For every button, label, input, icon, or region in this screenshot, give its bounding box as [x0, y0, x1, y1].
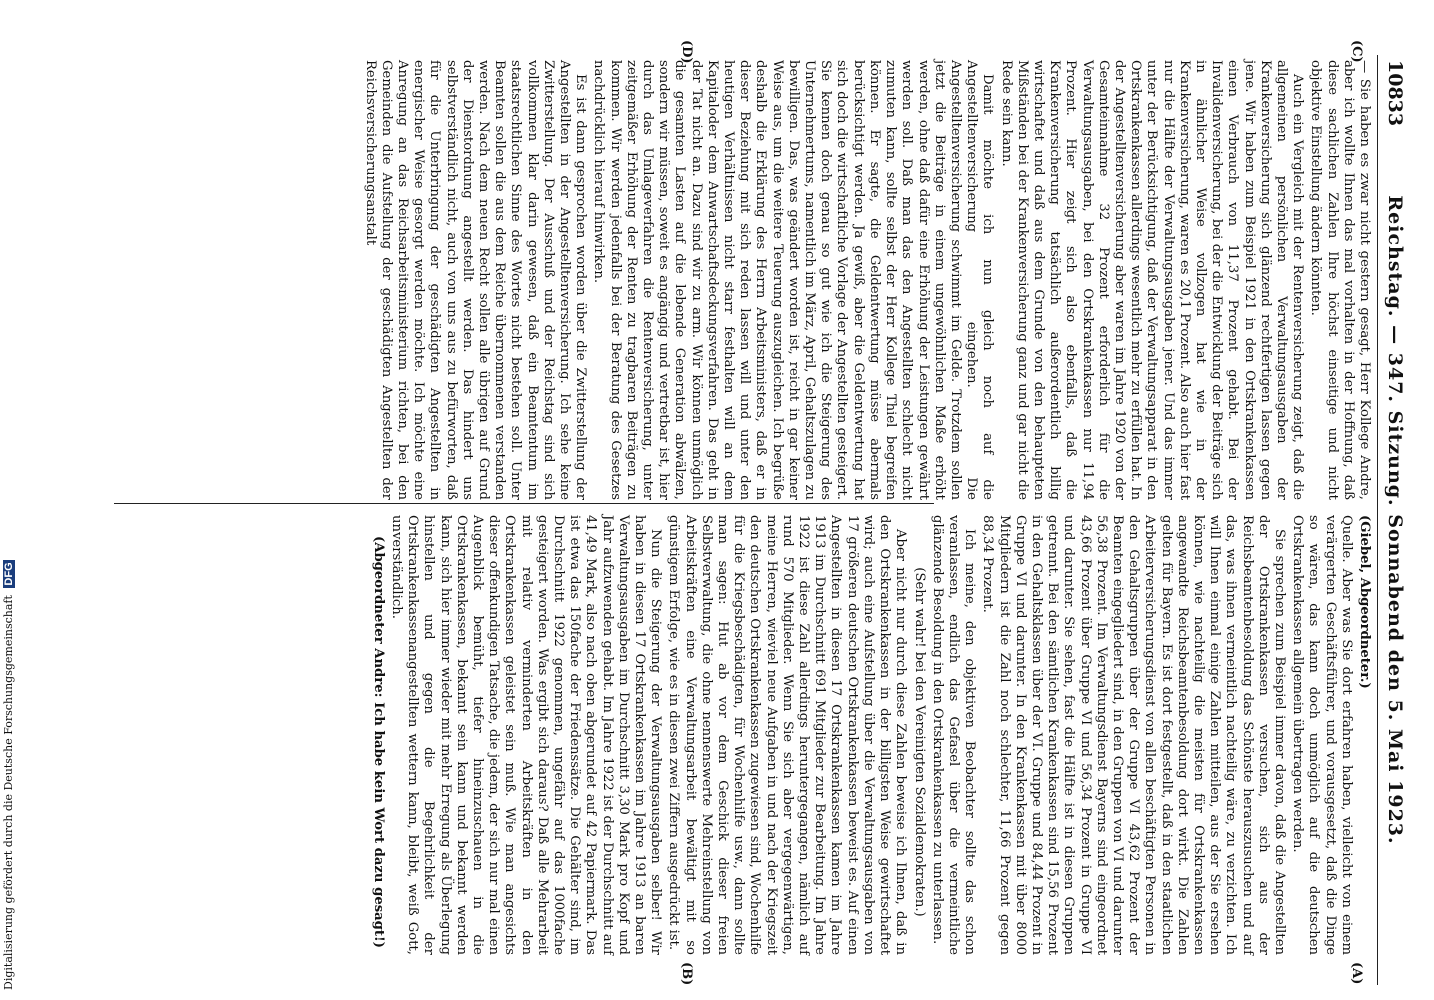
- margin-marker-c: (C): [1349, 40, 1364, 63]
- paragraph: Aber nicht nur durch diese Zahlen beweise ich Ihnen, daß in den Ortskrankenkassen in der billigsten Weise gewirtschaftet wird; auch eine Aufstellung über die Verwaltungsausgaben von 17 größeren deutschen Ortskrankenkassen beweist es. Auf einen Angestellten in diesen 17 Ortskrankenkassen kamen im Jahre 1913 im Durchschnitt 691 Mitglieder zur Bearbeitung. Im Jahre 1922 ist diese Zahl allerdings heruntergegangen, nämlich auf rund 570 Mitglieder. Wenn Sie sich aber vergegenwärtigen, meine Herren, wieviel neue Aufgaben in und nach der Kriegszeit den deutschen Ortskrankenkassen zugewiesen sind, Wochenhilfe für die Kriegsbeschädigten, für Wochenhilfe usw., dann sollte man sagen: Hut ab vor dem Geschick dieser freien Selbstverwaltung, die ohne nennenswerte Mehreinstellung von Arbeitskräften eine Verwaltungsarbeit bewältigt mit so günstigem Erfolge, wie es in diesen zwei Ziffern ausgedrückt ist.: [666, 515, 909, 955]
- credit-footer: [2, 520, 15, 990]
- paragraph: Es ist dann gesprochen worden über die Zwitterstellung der Angestellten in der Angestelltenversicherung. Ich sehe keine Zwitterstellung. Der Ausschuß und der Reichstag sind sich vollkommen klar darin gewesen, daß ein Beamtentum im staatsrechtlichen Sinne des Wortes nicht bestehen soll. Unter Beamten sollen die aus dem Reiche übernommenen verstanden werden. Nach dem neuen Recht sollen alle übrigen auf Grund der Dienstordnung angestellt werden. Das hindert uns selbstverständlich nicht, auch von uns aus zu befürworten, daß für die Unterbringung der geschädigten Angestellten in energischer Weise gesorgt werden möchte. Ich möchte eine Anregung an das Reichsarbeitsministerium richten, bei den Gemeinden die Aufstellung der geschädigten Angestellten der Reichsversicherungsanstalt: [362, 60, 589, 500]
- left-column: [359, 60, 1372, 500]
- margin-marker-d: (D): [679, 40, 694, 64]
- page-number: 10833: [1384, 60, 1406, 127]
- paragraph: Auch ein Vergleich mit der Rentenversicherung zeigt, daß die allgemeinen persönlichen Verwaltungsausgaben der Krankenversicherung sich glänzend rechtfertigen lassen gegen jene. Wir haben zum Beispiel 1921 in den Ortskrankenkassen einen Verbrauch von 11,37 Prozent gehabt. Bei der Invalidenversicherung, bei der die Entwicklung der Beiträge sich in ähnlicher Weise vollzogen hat wie in der Krankenversicherung, waren es 20,1 Prozent. Also auch hier fast nur die Hälfte der Verwaltungsausgaben jener. Und das immer unter der Berücksichtigung, daß der Verwaltungsapparat in den Ortskrankenkassen allerdings wesentlich mehr zu erfüllen hat. In der Angestelltenversicherung aber waren im Jahre 1920 von der Gesamteinnahme 32 Prozent erforderlich für die Verwaltungsausgaben, bei den Ortskrankenkassen nur 11,94 Prozent. Hier zeigt sich also ebenfalls, daß die Krankenversicherung tatsächlich außerordentlich billig wirtschaftet und daß aus dem Grunde von den behaupteten Mißständen bei der Krankenversicherung ganz und gar nicht die Rede sein kann.: [998, 60, 1306, 501]
- paragraph: Damit möchte ich nun gleich noch auf die Angestelltenversicherung eingehen. Die Angestelltenversicherung schwimmt im Gelde. Trotzdem sollen jetzt die Beiträge in einem ungewöhnlichen Maße erhöht werden, ohne daß dafür eine Erhöhung der Leistungen gewährt werden soll. Daß man das den Angestellten schlecht nicht zumuten kann, sollte selbst der Herr Kollege Thiel begreifen können. Er sagte, die Geldentwertung müsse abermals berücksichtigt werden. Ja gewiß, aber die Geldentwertung hat sich doch die wirtschaftliche Vorlage der Angestellten gesteigert. Sie kennen doch genau so gut wie ich die Steigerung des Unternehmertums, namentlich im März, April, Gehaltszulagen zu bewilligen. Das, was geändert worden ist, reicht in gar keiner Weise aus, um die weitere Teuerung auszugleichen. Ich begrüße deshalb die Erklärung des Herrn Arbeitsministers, daß er in dieser Beziehung mit sich reden lassen will und unter den heutigen Verhältnissen nicht starr festhalten will an dem Kapitaloder dem Anwartschaftsdeckungsverfahren. Das geht in der Tat nicht an. Dazu sind wir zu arm. Wir können unmöglich die gesamten Lasten auf die lebende Generation abwälzen, sondern wir müssen, soweit es angängig und vertretbar ist, hier durch das Umlageverfahren die Rentenversicherung, unter zeitgemäßer Erhöhung der Renten zu tragbaren Beiträgen zu kommen. Wir werden jedenfalls bei der Beratung des Gesetzes nachdrücklich hierauf hinwirken.: [591, 60, 996, 500]
- credit-text: Digitalisierung gefördert durch die Deutsche Forschungsgemeinschaft: [2, 595, 15, 990]
- interjection: (Abgeordneter Andre: Ich habe kein Wort dazu gesagt!): [370, 535, 386, 949]
- page-title: Reichstag. — 347. Sitzung. Sonnabend den 5. Mai 1923.: [1384, 195, 1406, 845]
- paragraph: Nun die Steigerung der Verwaltungsausgaben selber! Wir haben in diesen 17 Ortskrankenkassen im Jahre 1913 an baren Verwaltungsausgaben im Durchschnitt 3,30 Mark pro Kopf und Jahr aufzuwenden gehabt. Im Jahre 1922 ist der Durchschnitt auf 41,49 Mark, also nach oben abgerundet auf 42 Papiermark. Das ist etwa das 150fache der Friedenssätze. Die Gehälter sind, im Durchschnitt 1922 genommen, ungefähr auf das 1000fache gesteigert worden. Was ergibt sich daraus? Daß alle Mehrarbeit mit relativ verminderten Arbeitskräften in den Ortskrankenkassen geleistet sein muß. Wie man angesichts dieser offenkundigen Tatsache, die jedem, der sich nur mal einen Augenblick bemüht, tiefer hineinzuschauen in die Ortskrankenkassen, bekannt sein kann und bekannt werden kann, sich hier immer wieder mit mehr Erregung als Überlegung hinstellen und gegen die Begehrlichkeit der Ortskrankenkassenangestellten wettern kann, bleibt, weiß Gott, unverständlich.: [389, 515, 664, 955]
- paragraph: — Sie haben es zwar nicht gestern gesagt, Herr Kollege Andre, aber ich wollte Ihnen das mal vorhalten in der Hoffnung, daß diese sachlichen Zahlen Ihre höchst einseitige und nicht objektive Einstellung ändern könnten.: [1308, 60, 1372, 500]
- margin-marker-b: (B): [679, 962, 694, 986]
- speaker-label: (Giebel, Abgeordneter.): [1357, 515, 1372, 689]
- dfg-logo: DFG: [3, 562, 15, 586]
- paragraph: Ich meine, den objektiven Beobachter sollte das schon veranlassen, endlich das Gefasel über die vermeintliche glänzende Besoldung in den Ortskrankenkassen zu unterlassen.: [929, 515, 978, 955]
- interjection: (Sehr wahr! bei den Vereinigten Sozialdemokraten.): [911, 567, 927, 917]
- margin-marker-a: (A): [1349, 962, 1364, 985]
- paragraph: Sie sprechen zum Beispiel immer davon, daß die Angestellten der Ortskrankenkassen versuchen, sich aus der Reichsbeamtenbesoldung das Schönste herauszusuchen und auf das, was ihnen vermeintlich nachteilig wäre, zu verzichten. Ich will Ihnen einmal einige Zahlen mitteilen, aus der Sie ersehen können, wie nachteilig die meisten für Ortskrankenkassen angewandte Reichsbeamtenbesoldung dort wirkt. Die Zahlen gelten für Bayern. Es ist dort festgestellt, daß in den staatlichen Arbeiterversicherungsdienst von allen beschäftigten Personen in den Gehaltsgruppen über der Gruppe VI 43,62 Prozent der Beamten eingegliedert sind, in den Gruppen von VI und darunter 56,38 Prozent. Im Verwaltungsdienst Bayerns sind eingeordnet 43,66 Prozent über Gruppe VI und 56,34 Prozent in Gruppe VI und darunter. Sie sehen, fast die Hälfte ist in diesen Gruppen getrennt. Bei den sämtlichen Krankenkassen sind 15,56 Prozent in den Gehaltsklassen über der VI. Gruppe und 84,44 Prozent in Gruppe VI und darunter. In den Krankenkassen mit über 8000 Mitgliedern ist die Zahl noch schlechter, 11,66 Prozent gegen 88,34 Prozent.: [980, 515, 1287, 955]
- paragraph: Quelle. Aber was Sie dort erfahren haben, vielleicht von einem verärgerten Geschäftsführer, und vorausgesetzt, daß die Dinge so wären, das kann doch unmöglich auf die deutschen Ortskrankenkassen allgemein übertragen werden.: [1290, 515, 1354, 955]
- right-column: [368, 515, 1372, 955]
- header-rule: [1377, 55, 1378, 985]
- page-header: [1366, 60, 1406, 980]
- column-divider: [114, 503, 934, 504]
